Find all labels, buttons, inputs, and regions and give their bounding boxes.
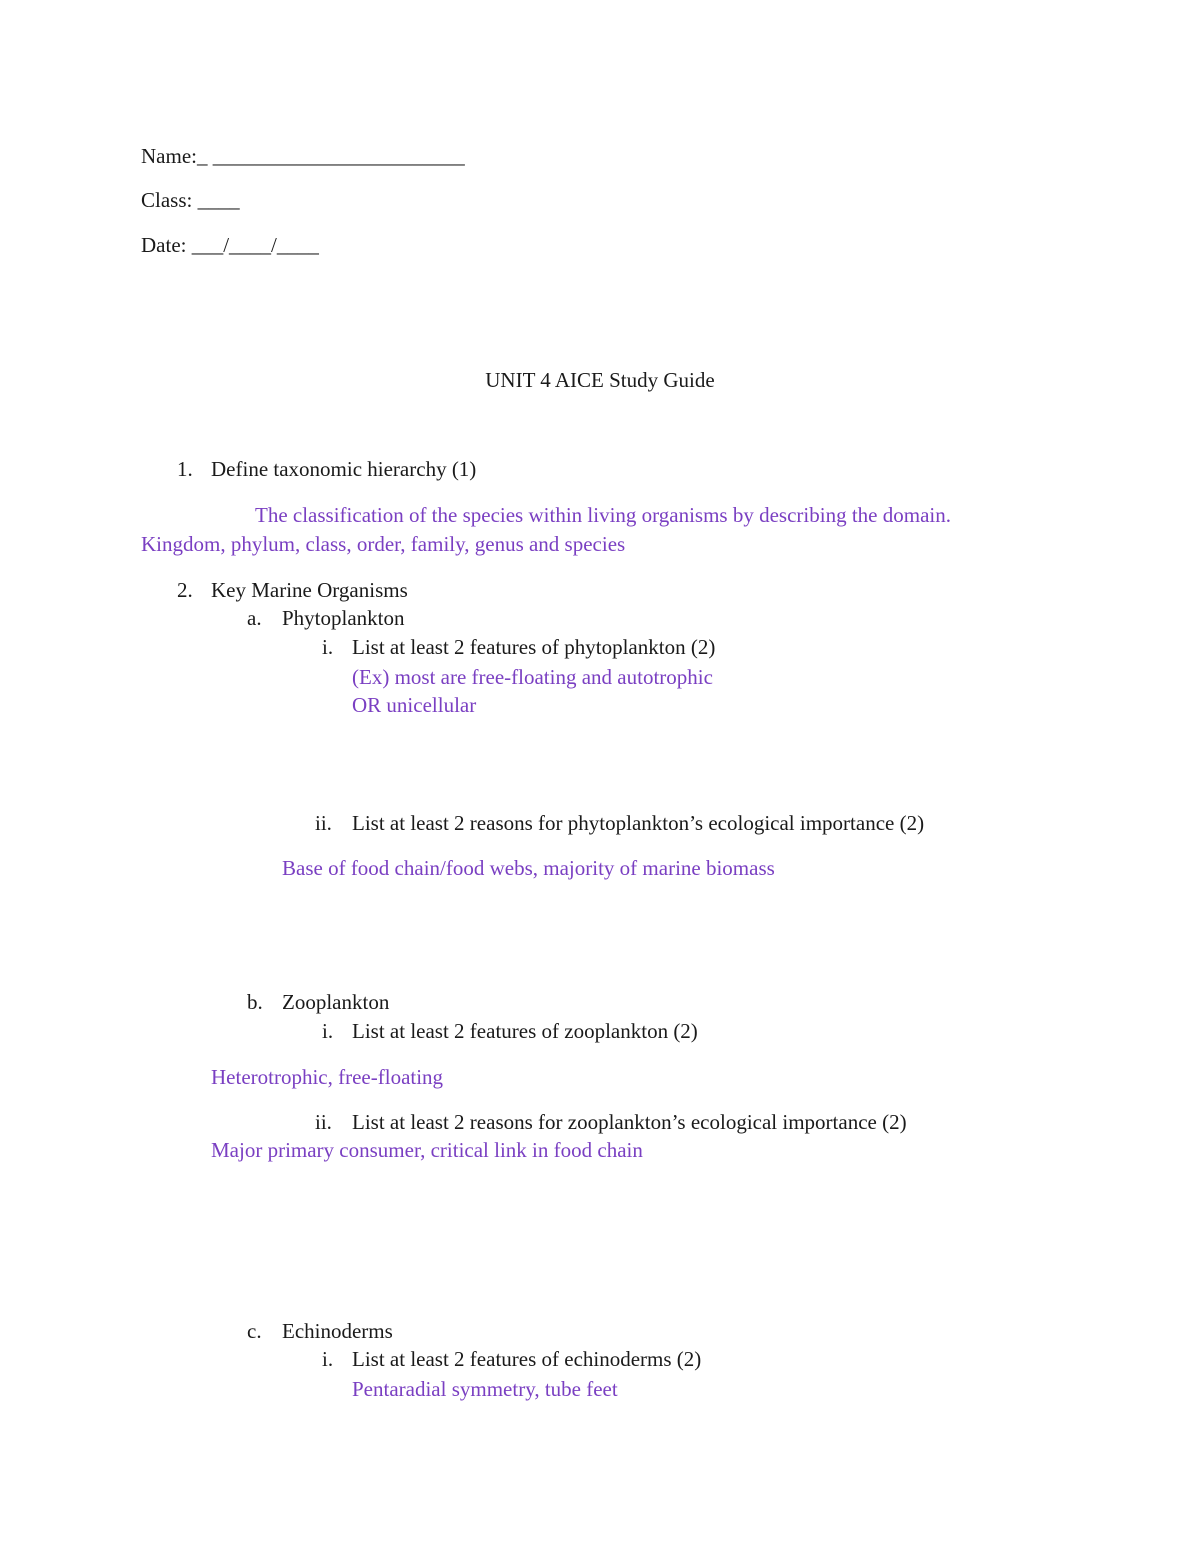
q2b-i-prompt: List at least 2 features of zooplankton (2) [352,1019,698,1043]
q2b-ii-numeral: ii. [315,1110,332,1134]
q2b-i-numeral: i. [322,1019,334,1043]
q2c-i-numeral: i. [322,1347,334,1371]
name-field: Name:_ ________________________ [141,144,465,168]
q2a-letter: a. [247,606,262,630]
q2b-ii-answer: Major primary consumer, critical link in food chain [211,1138,643,1162]
q2-prompt: Key Marine Organisms [211,578,408,602]
q2b-letter: b. [247,990,263,1014]
date-field: Date: ___/____/____ [141,233,319,257]
q2a-label: Phytoplankton [282,606,405,630]
q2a-i-answer-line2: OR unicellular [352,693,477,717]
q2-number: 2. [177,578,193,602]
q1-answer-line2: Kingdom, phylum, class, order, family, genus and species [141,532,626,556]
q2b-label: Zooplankton [282,990,390,1014]
q2b-i-answer: Heterotrophic, free-floating [211,1065,444,1089]
q1-prompt: Define taxonomic hierarchy (1) [211,457,477,481]
q1-number: 1. [177,457,193,481]
q2a-ii-answer: Base of food chain/food webs, majority of marine biomass [282,856,775,880]
q1-answer-line1: The classification of the species within living organisms by describing the domain. [255,503,951,527]
q2a-ii-prompt: List at least 2 reasons for phytoplankton’s ecological importance (2) [352,811,925,835]
q2a-ii-numeral: ii. [315,811,332,835]
q2c-label: Echinoderms [282,1319,393,1343]
q2a-i-prompt: List at least 2 features of phytoplankton (2) [352,635,716,659]
q2b-ii-prompt: List at least 2 reasons for zooplankton’s ecological importance (2) [352,1110,907,1134]
q2c-letter: c. [247,1319,262,1343]
q2a-i-answer-line1: (Ex) most are free-floating and autotrophic [352,665,713,689]
q2a-i-numeral: i. [322,635,334,659]
q2c-i-prompt: List at least 2 features of echinoderms (2) [352,1347,702,1371]
page-title: UNIT 4 AICE Study Guide [485,368,715,392]
class-field: Class: ____ [141,188,240,212]
q2c-i-answer: Pentaradial symmetry, tube feet [352,1377,618,1401]
